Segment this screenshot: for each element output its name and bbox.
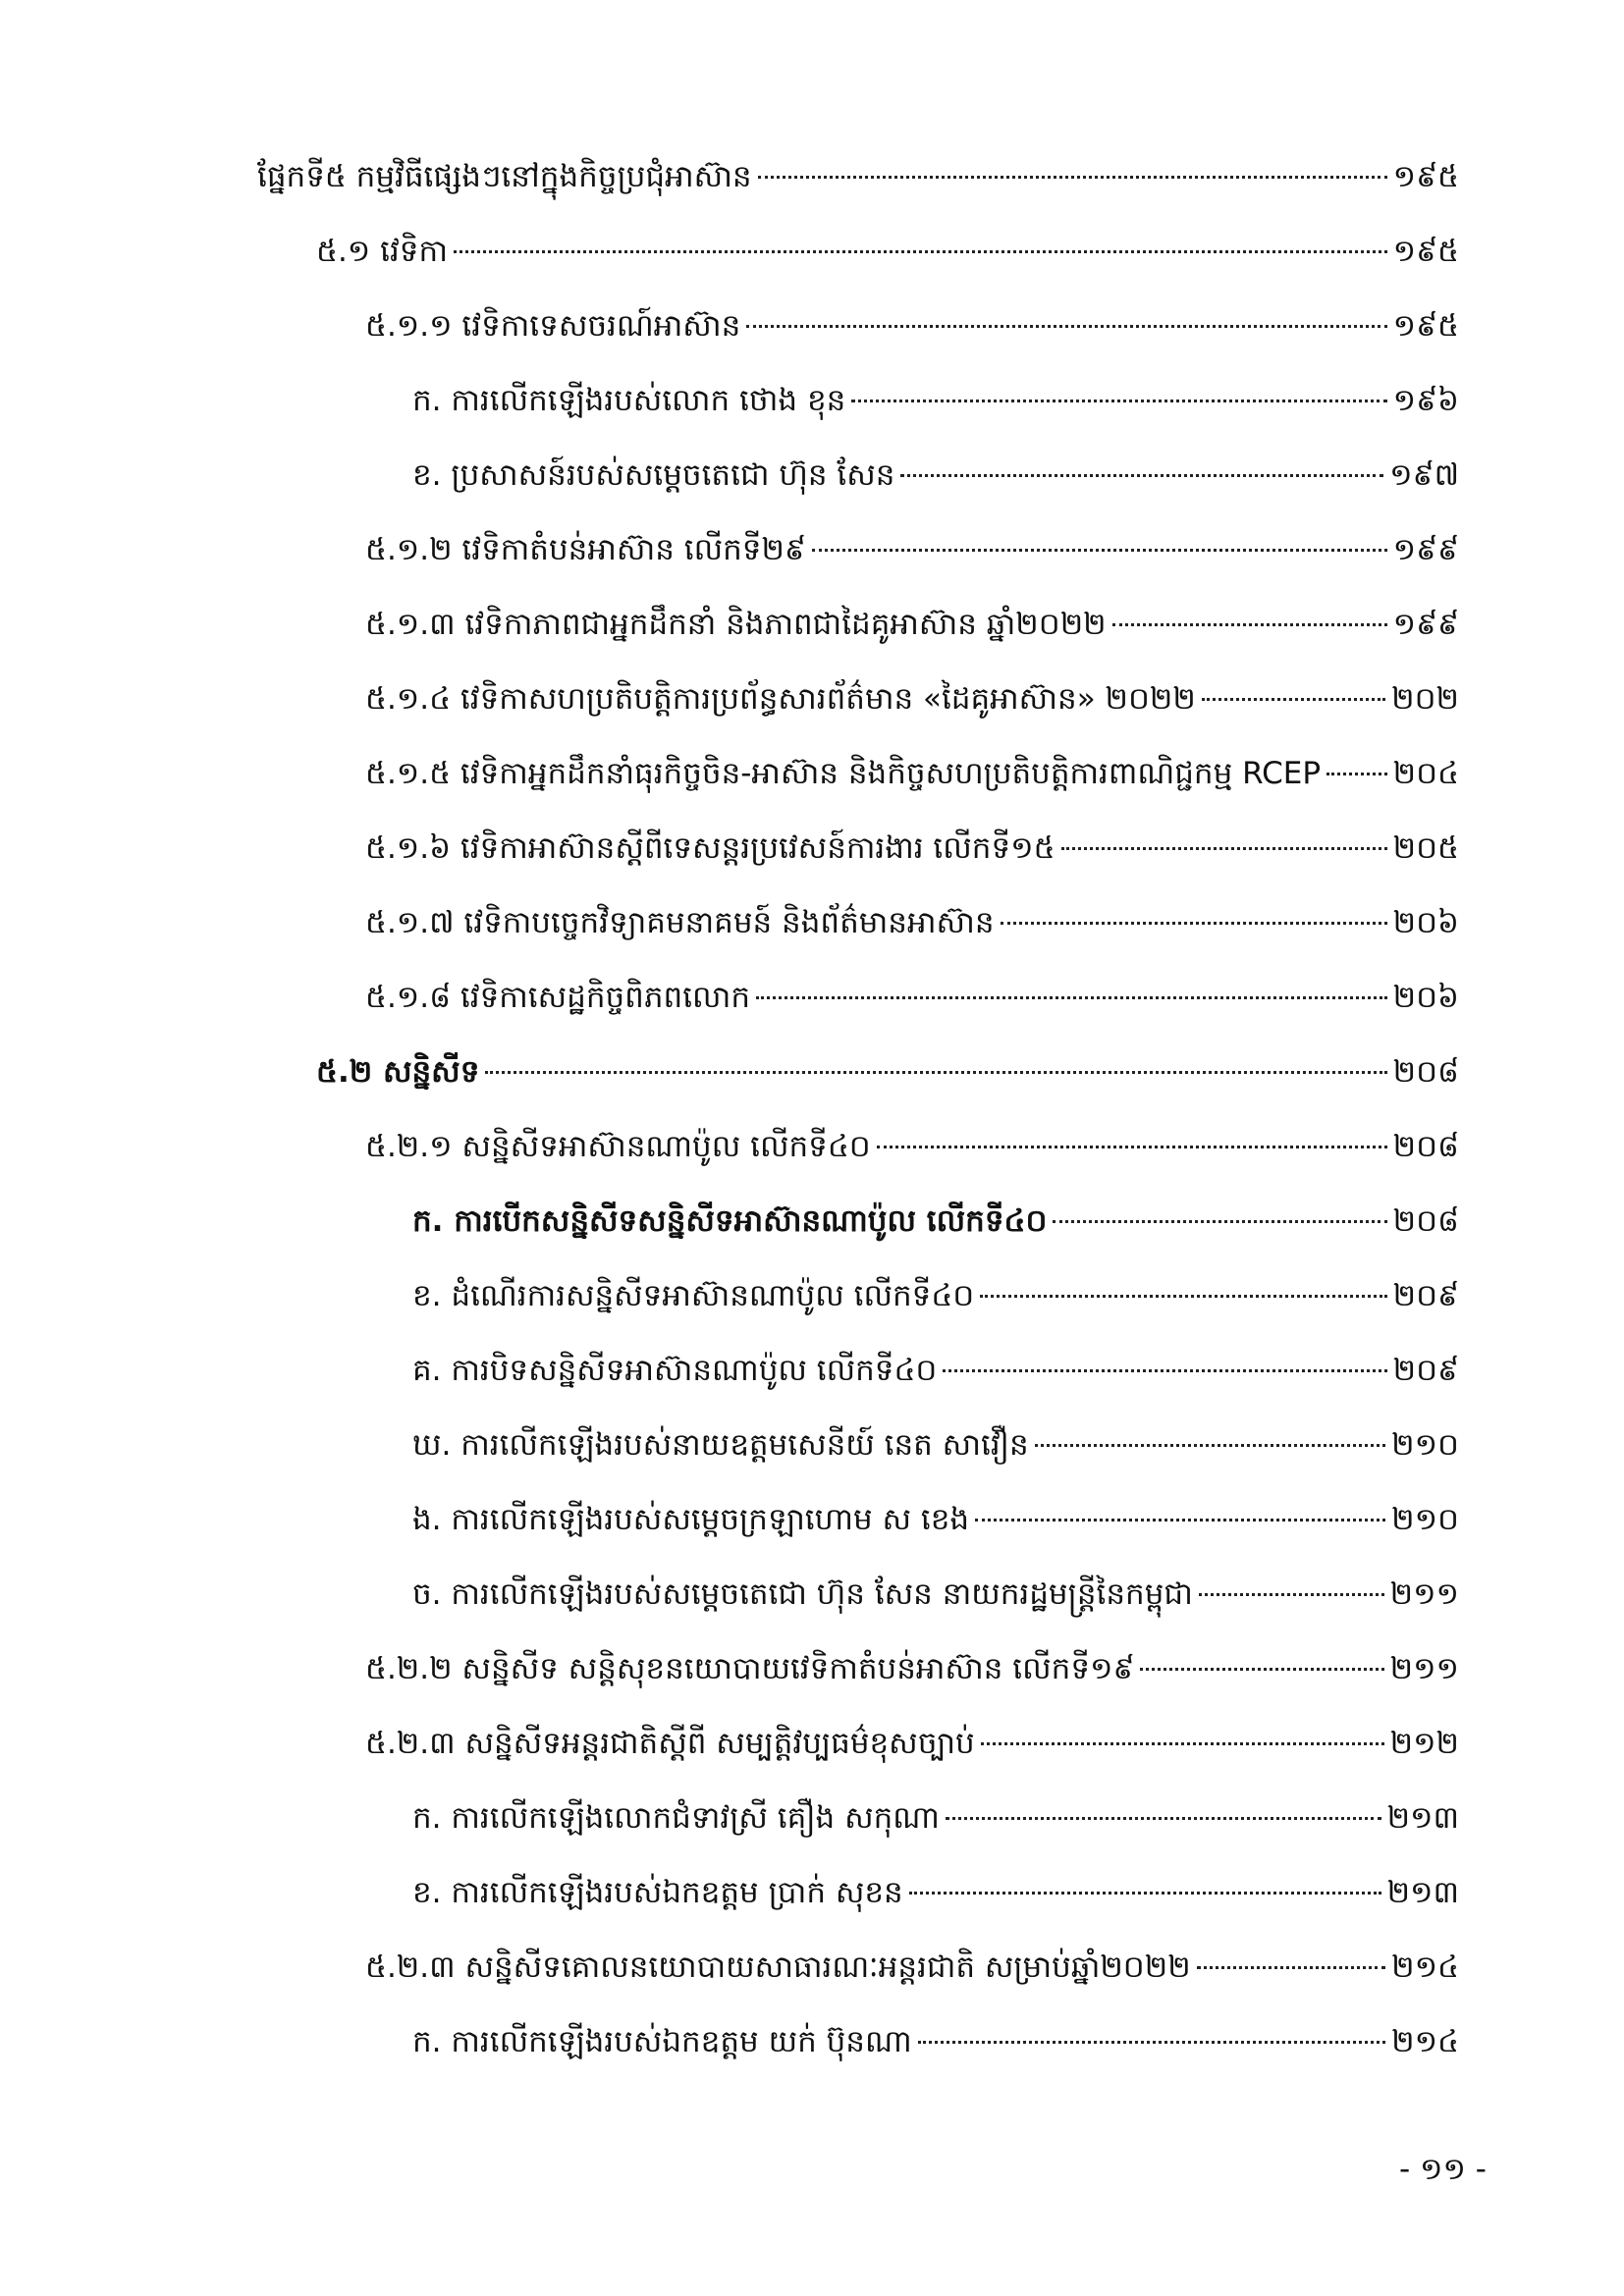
- dot-leader: [454, 250, 1387, 253]
- toc-entry-page: ២១៤: [1391, 1949, 1459, 1985]
- toc-entry[interactable]: [412, 2012, 1459, 2071]
- toc-entry-page: ១៩៧: [1389, 457, 1459, 493]
- toc-entry-label: ផ្នែកទី៥ កម្មវិធីផ្សេងៗនៅក្នុងកិច្ចប្រជុំអាស៊ាន: [257, 159, 752, 194]
- toc-entry[interactable]: [365, 968, 1459, 1027]
- dot-leader: [943, 1369, 1386, 1372]
- toc-entry-label: ៥.១.៦ វេទិកាអាស៊ានស្តីពីទេសន្តរប្រវេសន៍ការងារ លើកទី១៥: [365, 830, 1056, 866]
- toc-entry[interactable]: [412, 1863, 1459, 1922]
- toc-entry-page: ១៩៦: [1392, 383, 1459, 418]
- toc-entry-page: ២០៥: [1392, 830, 1459, 866]
- toc-entry-page: ២០៩: [1392, 1278, 1459, 1313]
- dot-leader: [877, 1146, 1387, 1148]
- toc-entry-page: ២១១: [1389, 1576, 1459, 1612]
- toc-entry-page: ២០៨: [1392, 1203, 1459, 1239]
- toc-entry-page: ១៩៩: [1392, 607, 1459, 642]
- toc-entry-label: ៥.១.៥ វេទិកាអ្នកដឹកនាំធុរកិច្ចចិន-អាស៊ាន និងកិច្ចសហប្រតិបត្តិការពាណិជ្ជកម្ម RCEP: [365, 756, 1322, 791]
- toc-entry[interactable]: [412, 1490, 1459, 1549]
- toc-entry-page: ១៩៩: [1392, 532, 1459, 567]
- dot-leader: [1199, 1593, 1384, 1596]
- dot-leader: [1326, 773, 1387, 775]
- toc-entry-label: ៥.២.៣ សន្និសីទគោលនយោបាយសាធារណៈអន្តរជាតិ សម្រាប់ឆ្នាំ២០២២: [365, 1949, 1191, 1985]
- dot-leader: [909, 1892, 1381, 1895]
- dot-leader: [1001, 922, 1387, 925]
- toc-entry[interactable]: [365, 1938, 1459, 1997]
- dot-leader: [1140, 1668, 1383, 1671]
- toc-entry-page: ១៩៥: [1392, 159, 1459, 194]
- toc-entry[interactable]: [365, 819, 1459, 878]
- toc-entry-label: ៥.១.២ វេទិកាតំបន់អាស៊ាន លើកទី២៩: [365, 532, 806, 567]
- toc-entry-label: ៥.១ វេទិកា: [316, 234, 448, 269]
- toc-entry-label: ច. ការលើកឡើងរបស់សម្តេចតេជោ ហ៊ុន សែន នាយករដ្ឋមន្ត្រីនៃកម្ពុជា: [412, 1576, 1193, 1612]
- dot-leader: [975, 1519, 1385, 1522]
- toc-entry[interactable]: [412, 1266, 1459, 1325]
- toc-entry[interactable]: [412, 1192, 1459, 1251]
- dot-leader: [918, 2041, 1385, 2044]
- toc-entry[interactable]: [365, 893, 1459, 952]
- toc-entry-label: ៥.១.១ វេទិកាទេសចរណ៍អាស៊ាន: [365, 308, 741, 344]
- toc-entry[interactable]: [257, 147, 1459, 206]
- toc-entry-page: ២១៤: [1391, 2024, 1459, 2059]
- toc-entry-label: ៥.១.៤ វេទិកាសហប្រតិបត្តិការប្រព័ន្ធសារព័ត៌មាន «ដៃគូអាស៊ាន» ២០២២: [365, 681, 1196, 717]
- toc-entry[interactable]: [365, 744, 1459, 803]
- dot-leader: [758, 176, 1387, 179]
- toc-entry[interactable]: [316, 1042, 1459, 1101]
- dot-leader: [1197, 1966, 1385, 1969]
- dot-leader: [1035, 1444, 1385, 1447]
- toc-entry[interactable]: [412, 446, 1459, 505]
- toc-entry-label: ៥.២.១ សន្និសីទអាស៊ានណាប៉ូល លើកទី៤០: [365, 1129, 871, 1164]
- toc-entry-page: ២០២: [1391, 681, 1459, 717]
- dot-leader: [981, 1742, 1384, 1745]
- dot-leader: [485, 1071, 1386, 1074]
- toc-entry[interactable]: [365, 1714, 1459, 1773]
- toc-entry-page: ១៩៥: [1392, 234, 1459, 269]
- dot-leader: [851, 400, 1386, 402]
- toc-entry-page: ២០៦: [1392, 905, 1459, 940]
- toc-entry-label: ខ. ដំណើរការសន្និសីទអាស៊ានណាប៉ូល លើកទី៤០: [412, 1278, 975, 1313]
- dot-leader: [1202, 698, 1385, 701]
- toc-entry-label: ខ. ការលើកឡើងរបស់ឯកឧត្តម ប្រាក់ សុខន: [412, 1875, 903, 1910]
- dot-leader: [812, 549, 1387, 552]
- toc-entry[interactable]: [412, 1415, 1459, 1474]
- toc-entry-page: ២១២: [1389, 1726, 1459, 1761]
- toc-entry-page: ២០៩: [1392, 1353, 1459, 1388]
- toc-entry-page: ២១០: [1391, 1502, 1459, 1537]
- toc-entry-label: ខ. ប្រសាសន៍របស់សម្តេចតេជោ ហ៊ុន សែន: [412, 457, 895, 493]
- toc-entry-label: ឃ. ការលើកឡើងរបស់នាយឧត្តមសេនីយ៍ នេត សាវឿន: [412, 1427, 1029, 1463]
- toc-entry[interactable]: [365, 296, 1459, 355]
- toc-entry-page: ២០៨: [1392, 1129, 1459, 1164]
- toc-entry-label: ក. ការលើកឡើងរបស់លោក ថោង ខុន: [412, 383, 846, 418]
- toc-entry[interactable]: [316, 222, 1459, 281]
- toc-entry[interactable]: [365, 1639, 1459, 1698]
- toc-entry[interactable]: [412, 1565, 1459, 1624]
- toc-entry-label: ក. ការលើកឡើងរបស់ឯកឧត្តម យក់ ប៊ុនណា: [412, 2024, 912, 2059]
- toc-entry-page: ១៩៥: [1392, 308, 1459, 344]
- toc-entry-label: ៥.២ សន្និសីទ: [316, 1054, 480, 1090]
- page-number: - ១១ -: [1398, 2152, 1487, 2187]
- toc-entry[interactable]: [412, 1789, 1459, 1847]
- toc-entry-label: ៥.១.៣ វេទិកាភាពជាអ្នកដឹកនាំ និងភាពជាដៃគូអាស៊ាន ឆ្នាំ២០២២: [365, 607, 1107, 642]
- toc-entry[interactable]: [412, 371, 1459, 430]
- toc-entry-label: ៥.១.៧ វេទិកាបច្ចេកវិទ្យាគមនាគមន៍ និងព័ត៌មានអាស៊ាន: [365, 905, 995, 940]
- dot-leader: [1061, 847, 1387, 850]
- toc-entry[interactable]: [365, 1117, 1459, 1176]
- dot-leader: [900, 474, 1383, 477]
- dot-leader: [1053, 1220, 1386, 1223]
- toc-entry-label: ៥.១.៨ វេទិកាសេដ្ឋកិច្ចពិភពលោក: [365, 980, 751, 1015]
- toc-entry-page: ២០៨: [1392, 1054, 1459, 1090]
- toc-entry-page: ២១៣: [1386, 1875, 1459, 1910]
- toc-entry-label: ៥.២.៣ សន្និសីទអន្តរជាតិស្តីពី សម្បត្តិវប្បធម៌ខុសច្បាប់: [365, 1726, 975, 1761]
- toc-entry[interactable]: [412, 1341, 1459, 1400]
- toc-entry-label: គ. ការបិទសន្និសីទអាស៊ានណាប៉ូល លើកទី៤០: [412, 1353, 938, 1388]
- dot-leader: [746, 325, 1386, 328]
- toc-entry-page: ២០៦: [1392, 980, 1459, 1015]
- toc-entry[interactable]: [365, 520, 1459, 579]
- toc-entry-page: ២១០: [1391, 1427, 1459, 1463]
- toc-entry-label: ក. ការបើកសន្និសីទសន្និសីទអាស៊ានណាប៉ូល លើកទី៤០: [412, 1203, 1048, 1239]
- toc-entry-page: ២១១: [1389, 1651, 1459, 1686]
- toc-entry[interactable]: [365, 595, 1459, 654]
- dot-leader: [1112, 623, 1387, 626]
- toc-entry-page: ២០៤: [1392, 756, 1459, 791]
- dot-leader: [946, 1817, 1381, 1820]
- dot-leader: [980, 1295, 1386, 1298]
- toc-entry-label: ៥.២.២ សន្និសីទ សន្តិសុខនយោបាយវេទិកាតំបន់អាស៊ាន លើកទី១៩: [365, 1651, 1135, 1686]
- toc-entry-page: ២១៣: [1386, 1800, 1459, 1836]
- toc-entry[interactable]: [365, 669, 1459, 728]
- toc-entry-label: ក. ការលើកឡើងលោកជំទាវស្រី គឿង សកុណា: [412, 1800, 940, 1836]
- dot-leader: [756, 996, 1387, 999]
- toc-entry-label: ង. ការលើកឡើងរបស់សម្តេចក្រឡាហោម ស ខេង: [412, 1502, 970, 1537]
